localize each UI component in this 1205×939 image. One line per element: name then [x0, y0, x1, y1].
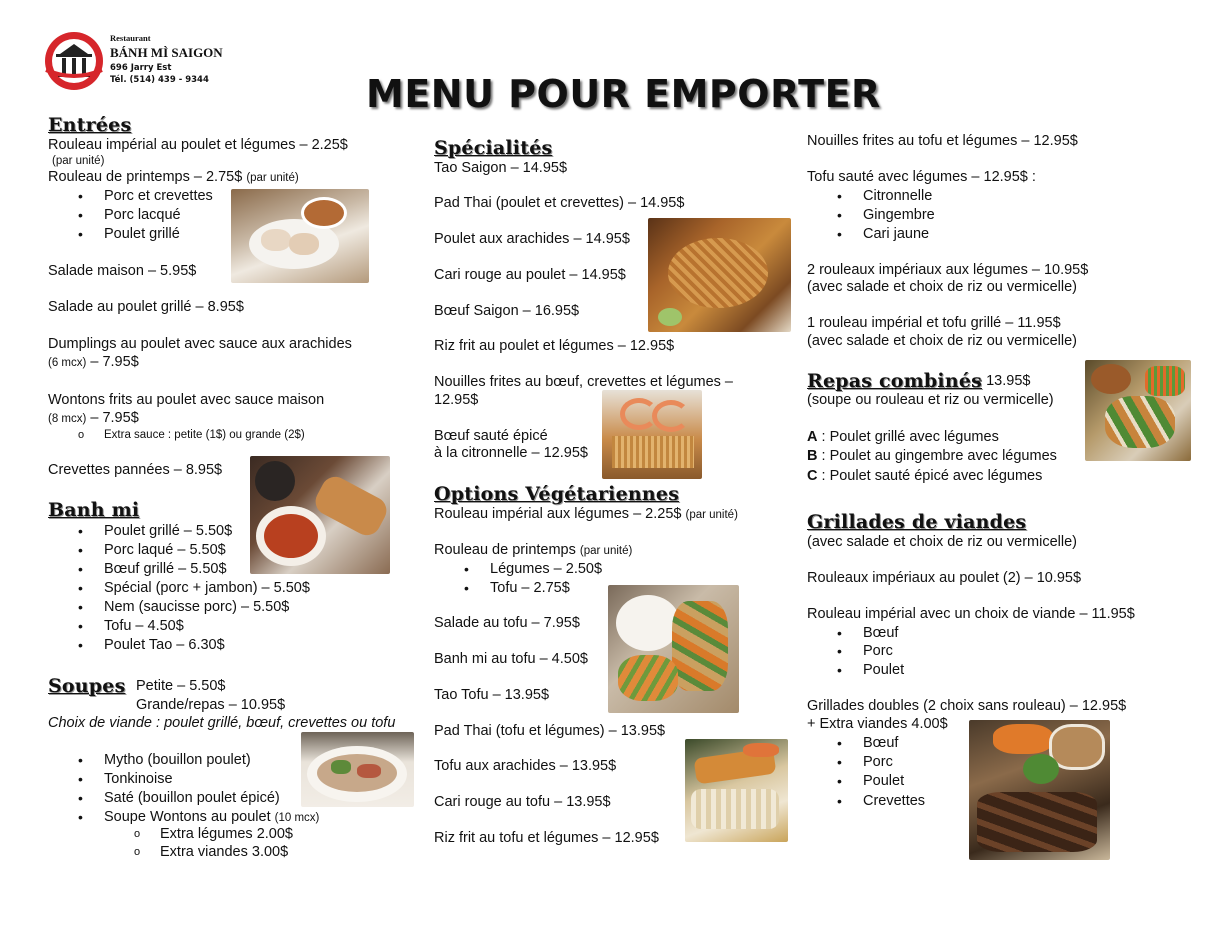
list-item: • Poulet: [863, 661, 904, 679]
option-letter: A: [807, 429, 818, 445]
sub-list-item: o Extra viandes 3.00$: [160, 843, 288, 861]
menu-item: Nouilles frites au bœuf, crevettes et légumes –: [434, 374, 733, 390]
item-label: Rouleau de printemps: [434, 542, 576, 558]
list-item: • Saté (bouillon poulet épicé): [104, 789, 280, 807]
list-item: • Porc: [863, 753, 893, 771]
menu-item-price: [48, 353, 139, 372]
restaurant-phone: Tél. (514) 439 - 9344: [110, 75, 209, 85]
list-item: • Poulet grillé – 5.50$: [104, 522, 232, 540]
menu-item: Bœuf sauté épicé: [434, 428, 548, 444]
menu-item-note: (avec salade et choix de riz ou vermicelle): [807, 333, 1077, 349]
menu-item: Banh mi au tofu – 4.50$: [434, 651, 588, 667]
menu-item: Dumplings au poulet avec sauce aux arachides: [48, 336, 352, 352]
option-letter: C: [807, 468, 818, 484]
price: – 7.95$: [90, 410, 139, 426]
list-item: • Porc et crevettes: [104, 187, 213, 205]
list-item: • Bœuf: [863, 624, 898, 642]
list-item: • Tonkinoise: [104, 770, 173, 788]
section-title-soupes: Soupes: [48, 675, 126, 697]
pad-thai-photo: [648, 218, 791, 332]
list-item: • Crevettes: [863, 792, 925, 810]
option-label: : Poulet grillé avec légumes: [821, 429, 999, 445]
menu-item: Rouleau impérial avec un choix de viande – 11.95$: [807, 606, 1135, 622]
sub-list-item: o Extra légumes 2.00$: [160, 825, 293, 843]
menu-item: Crevettes pannées – 8.95$: [48, 462, 223, 478]
veg-dish-photo: [685, 739, 788, 842]
tofu-rice-photo: [608, 585, 739, 713]
list-item: • Tofu – 2.75$: [490, 579, 570, 597]
item-label: Soupe Wontons au poulet: [104, 809, 271, 825]
list-item: • Poulet: [863, 772, 904, 790]
restaurant-address: 696 Jarry Est: [110, 63, 172, 73]
menu-item: Rouleau impérial au poulet et légumes – 2.25$: [48, 137, 348, 153]
menu-item: Grillades doubles (2 choix sans rouleau) – 12.95$: [807, 698, 1127, 714]
menu-item: 1 rouleau impérial et tofu grillé – 11.95$: [807, 315, 1061, 331]
soup-photo: [301, 732, 414, 807]
item-label: Rouleau impérial aux légumes – 2.25$: [434, 506, 682, 522]
combo-note: (soupe ou rouleau et riz ou vermicelle): [807, 392, 1054, 408]
combo-photo: [1085, 360, 1191, 461]
menu-item: Riz frit au poulet et légumes – 12.95$: [434, 338, 675, 354]
list-item: • Mytho (bouillon poulet): [104, 751, 251, 769]
section-title-entrees: Entrées: [48, 114, 132, 136]
combo-price: – 13.95$: [974, 373, 1031, 389]
grill-note: (avec salade et choix de riz ou vermicelle): [807, 534, 1077, 550]
restaurant-name: BÁNH MÌ SAIGON: [110, 45, 223, 60]
menu-item-price: 12.95$: [434, 392, 479, 408]
soup-meat-choice: Choix de viande : poulet grillé, bœuf, crevettes ou tofu: [48, 715, 396, 731]
restaurant-logo: [42, 30, 108, 92]
menu-item: Cari rouge au tofu – 13.95$: [434, 794, 611, 810]
list-item: • Bœuf: [863, 734, 898, 752]
menu-item: 2 rouleaux impériaux aux légumes – 10.95$: [807, 262, 1089, 278]
option-letter: B: [807, 448, 818, 464]
page-title: MENU POUR EMPORTER: [366, 72, 881, 116]
menu-item: [48, 168, 299, 187]
list-item: • Bœuf grillé – 5.50$: [104, 560, 227, 578]
list-item: • Légumes – 2.50$: [490, 560, 602, 578]
menu-item: Riz frit au tofu et légumes – 12.95$: [434, 830, 659, 846]
unit-note: (par unité): [52, 155, 105, 167]
menu-item: [434, 541, 632, 560]
unit-note: (par unité): [685, 509, 738, 521]
list-item: • Citronnelle: [863, 187, 932, 205]
combo-option-a: [807, 428, 999, 446]
menu-item: Bœuf Saigon – 16.95$: [434, 303, 580, 319]
menu-item-extra: + Extra viandes 4.00$: [807, 716, 948, 732]
soup-size-petite: Petite – 5.50$: [136, 678, 226, 694]
menu-item: Rouleaux impériaux au poulet (2) – 10.95$: [807, 570, 1082, 586]
menu-item: Tao Tofu – 13.95$: [434, 687, 550, 703]
menu-item-note: (avec salade et choix de riz ou vermicelle): [807, 279, 1077, 295]
option-label: : Poulet sauté épicé avec légumes: [821, 468, 1043, 484]
combo-option-b: [807, 447, 1057, 465]
list-item: • Nem (saucisse porc) – 5.50$: [104, 598, 289, 616]
menu-item: [434, 505, 738, 524]
item-label: Rouleau de printemps – 2.75$: [48, 169, 243, 185]
section-title-banh-mi: Banh mi: [48, 499, 140, 521]
menu-item: Salade au poulet grillé – 8.95$: [48, 299, 244, 315]
list-item: • Porc lacqué: [104, 206, 181, 224]
qty-note: (6 mcx): [48, 357, 87, 369]
unit-note: (par unité): [579, 545, 633, 557]
section-title-specialites: Spécialités: [434, 137, 553, 159]
section-title-repas-combines: Repas combinés: [807, 370, 983, 392]
qty-note: (10 mcx): [274, 812, 320, 824]
menu-item: Tofu sauté avec légumes – 12.95$ :: [807, 169, 1036, 185]
price: – 7.95$: [90, 354, 139, 370]
list-item: • Poulet Tao – 6.30$: [104, 636, 225, 654]
qty-note: (8 mcx): [48, 413, 87, 425]
menu-item: à la citronnelle – 12.95$: [434, 445, 588, 461]
list-item: • Porc laqué – 5.50$: [104, 541, 226, 559]
spring-rolls-photo: [231, 189, 369, 283]
menu-item: Nouilles frites au tofu et légumes – 12.95$: [807, 133, 1078, 149]
shrimp-noodles-photo: [602, 390, 702, 479]
section-title-grillades: Grillades de viandes: [807, 511, 1027, 533]
menu-item: Tofu aux arachides – 13.95$: [434, 758, 617, 774]
list-item: • Poulet grillé: [104, 225, 180, 243]
grilled-meat-photo: [969, 720, 1110, 860]
option-label: : Poulet au gingembre avec légumes: [821, 448, 1057, 464]
soup-size-grande: Grande/repas – 10.95$: [136, 697, 286, 713]
restaurant-label: Restaurant: [110, 33, 151, 43]
unit-note: (par unité): [246, 172, 299, 184]
list-item: • Gingembre: [863, 206, 935, 224]
sub-list-item: o Extra sauce : petite (1$) ou grande (2$): [104, 426, 305, 444]
list-item: • Tofu – 4.50$: [104, 617, 184, 635]
section-title-vegetariennes: Options Végétariennes: [434, 483, 680, 505]
menu-item: Wontons frits au poulet avec sauce maison: [48, 392, 325, 408]
list-item: • Spécial (porc + jambon) – 5.50$: [104, 579, 310, 597]
list-item: • Cari jaune: [863, 225, 929, 243]
menu-item: Poulet aux arachides – 14.95$: [434, 231, 630, 247]
menu-item: Pad Thai (tofu et légumes) – 13.95$: [434, 723, 666, 739]
menu-item: Salade au tofu – 7.95$: [434, 615, 580, 631]
menu-item: Pad Thai (poulet et crevettes) – 14.95$: [434, 195, 685, 211]
menu-item: Cari rouge au poulet – 14.95$: [434, 267, 626, 283]
combo-option-c: [807, 467, 1042, 485]
menu-item: Salade maison – 5.95$: [48, 263, 197, 279]
list-item: • Porc: [863, 642, 893, 660]
banh-mi-soup-photo: [250, 456, 390, 574]
menu-item: Tao Saigon – 14.95$: [434, 160, 568, 176]
